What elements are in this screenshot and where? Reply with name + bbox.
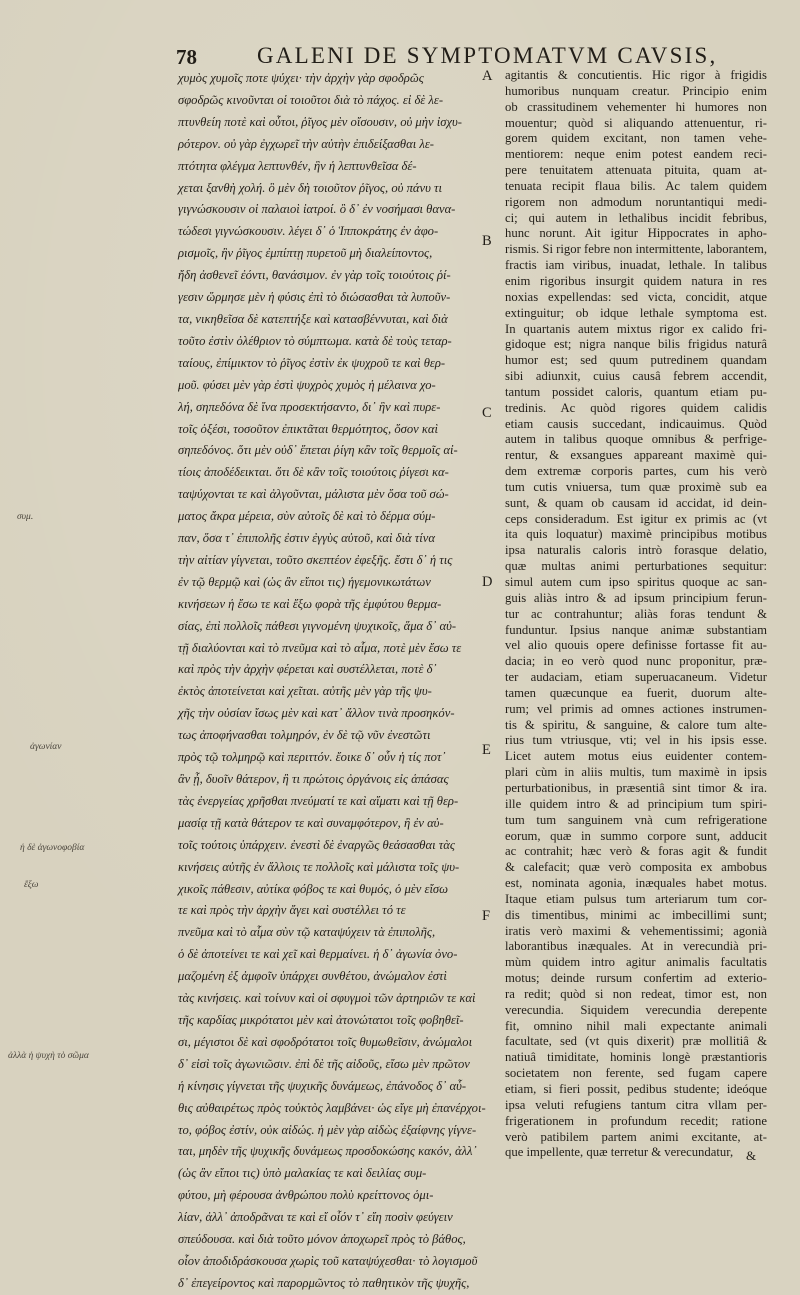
text-line: ἐν τῷ θερμῷ καὶ (ὡς ἂν εἴποι τις) ἡγεμονικωτάτων	[178, 574, 431, 589]
section-marker-b: B	[482, 233, 492, 249]
text-line: τοῖς τούτοις ὑπάρχειν. ἐνεστὶ δὲ ἐναργῶς θεάσασθαι τὰς	[178, 837, 455, 852]
section-marker-f: F	[482, 908, 491, 924]
text-line: In quartanis autem mixtus rigor ex calido fri-	[505, 321, 767, 336]
text-line: ra redit; quòd si non redeat, timor est, non	[505, 986, 767, 1001]
text-line: rismis. Si rigor febre non intermittente, laborantem,	[505, 242, 767, 257]
text-line: rentur, & exsangues appareant maximè qui-	[505, 448, 767, 463]
text-line: funduntur. Ipsius nanque animæ substantiam	[505, 622, 767, 637]
text-line: gidoque est; nigra nanque bilis frigidus naturâ	[505, 337, 767, 352]
text-line: Itaque etiam pulsus tum arteriarum tum cor-	[505, 891, 767, 906]
text-line: ob crassitudinem vehementer hi humores non	[505, 99, 767, 114]
text-line: ἤδη ἀσθενεῖ ἐόντι, θανάσιμον. ἐν γὰρ τοῖς τοιούτοις ῥί-	[178, 268, 451, 283]
text-line: τίοις ἀποδέδεικται. ὅτι δὲ κἂν τοῖς τοιούτοις ῥίγεσι κα-	[178, 465, 449, 480]
text-line: ter audaciam, etiam superuacaneum. Videtur	[505, 670, 767, 685]
text-line: λίαν, ἀλλ᾽ ἀποδρᾶναι τε καὶ εἴ οἷόν τ᾽ εἴη ποσὶν φεύγειν	[178, 1210, 453, 1225]
margin-note: ἀγωνίαν	[30, 742, 62, 752]
text-line: ac contrahit; hæc verò & foras agit & fundit	[505, 844, 767, 859]
page-number: 78	[176, 45, 197, 69]
text-line: ἂν ᾖ, δυοῖν θάτερον, ἢ τι πρώτοις ὀργάνοις εἰς ἁπάσας	[178, 772, 449, 786]
text-line: πτυνθείη ποτὲ καὶ οὗτοι, ῥῖγος μὲν οἴσουσιν, οὐ μὴν ἰσχυ-	[178, 114, 462, 129]
text-line: etiam, si fieri possit, pedibus studente; ideóque	[505, 1082, 767, 1096]
text-line: est, nominata agonia, inæquales habet motus.	[505, 876, 767, 891]
text-line: mentiorem: neque enim potest eandem reci-	[505, 147, 767, 162]
text-line: χεται ξανθὴ χολή. ὃ μὲν δὴ τοιοῦτον ῥῖγος, οὐ πάνυ τι	[178, 180, 443, 195]
text-line: λή, σηπεδόνα δὲ ἴνα προσεκτήσαντο, δι᾽ ἣν καὶ πυρε-	[178, 399, 441, 414]
text-line: agitantis & concutientis. Hic rigor à frigidis	[505, 68, 767, 82]
text-line: autem in talibus quoque omnibus & perfrige-	[505, 432, 767, 447]
text-line: σπεύδουσα. καὶ διὰ τοῦτο μόνον ἀποχωρεῖ πρὸς τὸ βάθος,	[178, 1232, 466, 1247]
text-line: mùm quidem intro agitur animalis facultatis	[505, 955, 767, 970]
text-line: καὶ πρὸς τὴν ἀρχὴν φέρεται καὶ συστέλλεται, ποτὲ δ᾽	[178, 662, 437, 677]
text-line: πτότητα φλέγμα λεπτυνθέν, ἣν ἡ λεπτυνθεῖσα δέ-	[178, 158, 417, 173]
text-line: ρότερον. οὐ γὰρ ἐγχωρεῖ τὴν αὐτὴν ἐπιδείξασθαι λε-	[178, 136, 434, 151]
text-line: τὰς κινήσεις. καὶ τοίνυν καὶ οἱ σφυγμοὶ τῶν ἀρτηριῶν τε καὶ	[178, 991, 476, 1006]
text-line: μαζομένη ἐξ ἀμφοῖν ὑπάρχει συνθέτου, ἀνώμαλον ἐστὶ	[178, 969, 447, 984]
text-line: & calefacit; quæ verò composita ex ambobus	[505, 860, 767, 875]
text-line: perturbationibus, in præsentiâ sint timor & ira.	[505, 780, 767, 795]
text-line: dacia; in eo verò quod nunc proponitur, præ-	[505, 654, 767, 669]
text-line: facultate, sed (vt quis dixerit) præ mollitiâ &	[505, 1034, 767, 1049]
text-line: κινήσεων ἡ ἔσω τε καὶ ἔξω φορὰ τῆς ἐμφύτου θερμα-	[178, 596, 442, 611]
margin-note: ἡ δὲ ἀγωνοφοβία	[20, 843, 85, 853]
text-line: το, φόβος ἐστίν, οὐκ αἰδώς. ἡ μὲν γὰρ αἰδὼς ἐξαίφνης γίγνε-	[178, 1122, 477, 1137]
text-line: frigerationem in profundum recedit; ratione	[505, 1113, 767, 1128]
text-line: τὴν αἰτίαν γίγνεται, τοῦτο σκεπτέον ἐφεξῆς. ἔστι δ᾽ ἡ τις	[178, 552, 453, 567]
text-line: dis timentibus, minimi ac imbecillimi sunt;	[505, 907, 767, 922]
text-line: tum cutis vniuersa, tum quæ proximè sub ea	[505, 479, 767, 494]
text-line: τοῖς ὀξέσι, τοσοῦτον ἐπικτᾶται θερμότητος, ὅσον καὶ	[178, 421, 439, 436]
text-line: χυμὸς χυμοῖς ποτε ψύχει· τὴν ἀρχὴν γὰρ σφοδρῶς	[178, 71, 424, 85]
text-line: τα, νικηθεῖσα δὲ κατεπτήξε καὶ κατασβέννυται, καὶ διὰ	[178, 311, 448, 326]
text-line: σφοδρῶς κινοῦνται οἱ τοιοῦτοι διὰ τὸ πάχος. εἰ δὲ λε-	[178, 92, 444, 107]
text-line: ρισμοῖς, ἢν ῥῖγος ἐμπίπτῃ πυρετοῦ μὴ διαλείποντος,	[178, 246, 433, 261]
text-line: γεσιν ὥρμησε μὲν ἡ φύσις ἐπὶ τὸ διώσασθαι τὰ λυποῦν-	[178, 290, 451, 305]
text-line: sunt, & quam ob causam id accidat, id dein-	[505, 495, 767, 510]
text-line: ἐκτὸς ἀποτείνεται καὶ χεῖται. αὐτῆς μὲν γὰρ τῆς ψυ-	[178, 684, 432, 699]
text-line: ταίους, ἐπίμικτον τὸ ῥῖγος ἐστὶν ἐκ ψυχροῦ τε καὶ θερ-	[178, 355, 446, 370]
text-line: tenuata recipit flaua bilis. Ac talem quidem	[505, 178, 767, 193]
text-line: rius tum vtriusque, vti; vel in his ipsis esse.	[505, 733, 767, 748]
text-line: hunc norunt. Ait igitur Hippocrates in apho-	[505, 226, 767, 241]
text-line: que impellente, quæ terretur & verecundatur,	[505, 1145, 734, 1160]
text-line: plari cùm in aliis multis, tum maximè in ipsis	[505, 765, 767, 780]
text-line: ἡ κίνησις γίγνεται τῆς ψυχικῆς δυνάμεως, ἐπάνοδος δ᾽ αὖ-	[178, 1078, 467, 1093]
text-line: σίας, ἐπὶ πολλοῖς πάθεσι γιγνομένη ψυχικοῖς, ἅμα δ᾽ αὐ-	[178, 618, 457, 633]
latin-text-column	[505, 68, 767, 1168]
text-line: τως ἀποφήνασθαι τολμηρόν, ἐν δὲ τῷ νῦν ἐνεστῶτι	[178, 728, 431, 743]
text-line: simul autem cum ipso spiritus quoque ac san-	[505, 575, 767, 589]
text-line: humoribus nunquam creatur. Principio enim	[505, 83, 767, 98]
text-line: rigorem non admodum noruntantiqui medi-	[505, 194, 767, 209]
text-line: fit, omnino nihil mali expectante animali	[505, 1018, 767, 1033]
text-line: noxias expellendas: sed victa, concidit, atque	[505, 289, 767, 304]
text-line: ita quis loquatur) maximè principibus motibus	[505, 527, 767, 542]
text-line: guis aliàs intro & ad ipsum principium ferun-	[505, 590, 767, 605]
text-line: δ᾽ ἐπεγείροντος καὶ παρορμῶντος τὸ παθητικὸν τῆς ψυχῆς,	[178, 1275, 470, 1290]
text-line: iratis verò maximi & vehementissimi; agonià	[505, 923, 767, 938]
text-line: tis & spiritu, & sanguine, & calore tum alte-	[505, 717, 767, 732]
text-line: rum; vel primis ad omnes actiones instrumen-	[505, 701, 767, 716]
text-line: sibi adiunxit, cuius causâ febrem accendit,	[505, 369, 767, 384]
section-marker-a: A	[482, 68, 493, 84]
text-line: γιγνώσκουσιν οἱ παλαιοὶ ἰατροί. ὃ δ᾽ ἐν νοσήμασι θανα-	[178, 202, 456, 217]
text-line: οἷον ἀποδιδράσκουσα χωρὶς τοῦ καταψύχεσθαι· τὸ λογισμοῦ	[178, 1253, 478, 1268]
section-marker-d: D	[482, 574, 493, 590]
text-line: τὰς ἐνεργείας χρῆσθαι πνεύματί τε καὶ αἵματι καὶ τῇ θερ-	[178, 793, 459, 808]
text-line: gorem quidem excitant, non tamen vehe-	[505, 131, 767, 146]
text-line: etiam causis succedant, indicauimus. Quòd	[505, 416, 767, 431]
text-line: fractis iam viribus, inuadat, lethale. In talibus	[505, 258, 767, 273]
text-line: πρὸς τῷ τολμηρῷ καὶ περιττόν. ἔοικε δ᾽ οὖν ἡ τίς ποτ᾽	[178, 750, 446, 765]
text-line: enim rigoribus insurgit quidem natura in res	[505, 273, 767, 288]
text-line: τῆς καρδίας μικρότατοι μὲν καὶ ἀτονώτατοι τοῖς φοβηθεῖ-	[178, 1012, 464, 1027]
margin-note: ἔξω	[24, 880, 39, 890]
margin-note: συμ.	[17, 512, 34, 522]
text-line: τῇ διαλύονται καὶ τὸ πνεῦμα καὶ τὸ αἷμα, ποτὲ μὲν ἔσω τε	[178, 640, 462, 655]
text-line: φύτου, μὴ φέρουσα ἀνθρώπου πολὺ κρείττονος ὁμι-	[178, 1188, 434, 1203]
text-line: ipsa veluti refugiens tantum citra vllam per-	[505, 1097, 767, 1112]
text-line: χικοῖς πάθεσιν, αὐτίκα φόβος τε καὶ θυμός, ὁ μὲν εἴσω	[178, 881, 449, 896]
text-line: (ὡς ἂν εἴποι τις) ὑπὸ μαλακίας τε καὶ δειλίας συμ-	[178, 1166, 427, 1181]
text-line: ματος ἄκρα μέρεια, σὺν αὐτοῖς δὲ καὶ τὸ δέρμα σύμ-	[178, 509, 436, 524]
text-line: motus; deinde rursum confertim ad exterio-	[505, 971, 767, 986]
text-line: verecundia. Siquidem verecundia derepente	[505, 1002, 767, 1017]
text-line: ceps consideradum. Est igitur ex primis ac (vt	[505, 511, 767, 526]
greek-text-column	[178, 68, 486, 1290]
text-line: mouentur; quòd si aliquando attenuentur, ri-	[505, 115, 767, 130]
text-line: vel alio quouis opere definisse fortasse fit au-	[505, 638, 767, 653]
text-line: ταψύχονται τε καὶ ἀλγοῦνται, μάλιστα μὲν ὅσα τοῦ σώ-	[178, 487, 449, 502]
text-line: ci; qui autem in lethalibus incidit febribus,	[505, 210, 767, 225]
text-line: natiuâ timiditate, hominis longè præstantioris	[505, 1050, 767, 1065]
text-line: κινήσεις αὐτῆς ἐν ἄλλοις τε πολλοῖς καὶ μάλιστα τοῖς ψυ-	[178, 859, 460, 874]
text-line: tamen quæcunque ea fuerit, duorum alte-	[505, 685, 767, 700]
text-line: μοῦ. φύσει μὲν γὰρ ἐστὶ ψυχρὸς χυμὸς ἡ μέλαινα χο-	[178, 377, 436, 392]
text-line: extinguitur; ob idque lethale symptoma est.	[505, 305, 767, 320]
text-line: Licet autem motus eius euidenter contem-	[505, 749, 767, 764]
text-line: laborantibus inæquales. At in verecundià pri-	[505, 939, 767, 954]
text-line: tur ac contrahuntur; aliàs foras tendunt &	[505, 606, 767, 621]
text-line: τώδεσι γιγνώσκουσιν. λέγει δ᾽ ὁ Ἱπποκράτης ἐν ἀφο-	[178, 224, 439, 239]
text-line: tantum possidet caloris, quantum etiam pu-	[505, 384, 767, 399]
catchword: &	[746, 1148, 757, 1163]
text-line: quæ multas animi perturbationes sequitur:	[505, 559, 767, 574]
text-line: verò patibilem partem animi excitante, at-	[505, 1129, 767, 1144]
text-line: πνεῦμα καὶ τὸ αἷμα σὺν τῷ καταψύχειν τὰ ἐπιπολῆς,	[178, 925, 436, 940]
text-line: ὁ δὲ ἀποτείνει τε καὶ χεῖ καὶ θερμαίνει. ἡ δ᾽ ἀγωνία ὀνο-	[178, 947, 458, 962]
section-marker-c: C	[482, 405, 492, 421]
text-line: ille quidem intro & ad principium tum spiri-	[505, 796, 767, 811]
text-line: σηπεδόνος. ὅτι μὲν οὐδ᾽ ἕπεται ῥίγη κἂν τοῖς θερμοῖς αἰ-	[178, 443, 458, 458]
text-line: θις αὐθαιρέτως πρὸς τοὐκτὸς λαμβάνει· ὡς εἴγε μὴ ἐπανέρχοι-	[178, 1100, 486, 1115]
text-line: χῆς τὴν οὐσίαν ἴσως μὲν καὶ κατ᾽ ἄλλον τινὰ προσηκόν-	[178, 706, 455, 721]
text-line: humor est; sed quum putredinem quandam	[505, 353, 767, 368]
text-line: eorum, quæ in summo corpore sunt, adducit	[505, 828, 767, 843]
text-line: ipsa naturalis caloris intrò forasque delatio,	[505, 543, 767, 558]
text-line: τε καὶ πρὸς τὴν ἀρχὴν ἄγει καὶ συστέλλει τό τε	[178, 903, 406, 918]
text-line: societatem non ferente, sed fugam capere	[505, 1066, 767, 1081]
text-line: tum tum sanguinem vnà cum refrigeratione	[505, 812, 767, 827]
text-line: παν, ὅσα τ᾽ ἐπιπολῆς ἐστιν ἐγγὺς αὐτοῦ, καὶ διὰ τίνα	[178, 531, 435, 546]
text-line: δ᾽ εἰσὶ τοῖς ἀγωνιῶσιν. ἐπὶ δὲ τῆς αἰδοῦς, εἴσω μὲν πρῶτον	[178, 1056, 470, 1071]
text-line: tredinis. Ac quòd rigores quidem calidis	[505, 400, 767, 415]
text-line: σι, μέγιστοι δὲ καὶ σφοδρότατοι τοῖς θυμωθεῖσιν, ἀνώμαλοι	[178, 1034, 473, 1049]
text-line: μασίᾳ τῇ κατὰ θάτερον τε καὶ συναμφότερον, ἢ ἐν αὐ-	[178, 815, 444, 830]
text-line: dem extremæ corporis partes, cum his verò	[505, 464, 767, 479]
text-line: ται, μηδὲν τῆς ψυχικῆς δυνάμεως προσδοκώσης κακόν, ἀλλ᾽	[178, 1144, 477, 1159]
section-marker-e: E	[482, 742, 491, 758]
text-line: pere tenuitatem attenuata pituita, quam at-	[505, 163, 767, 178]
text-line: τοῦτο ἐστὶν ὀλέθριον τὸ σύμπτωμα. κατὰ δὲ τοὺς τεταρ-	[178, 333, 452, 348]
margin-note: ἀλλὰ ἡ ψυχὴ τὸ σῶμα	[8, 1051, 89, 1061]
running-title: GALENI DE SYMPTOMATVM CAVSIS,	[257, 43, 718, 68]
